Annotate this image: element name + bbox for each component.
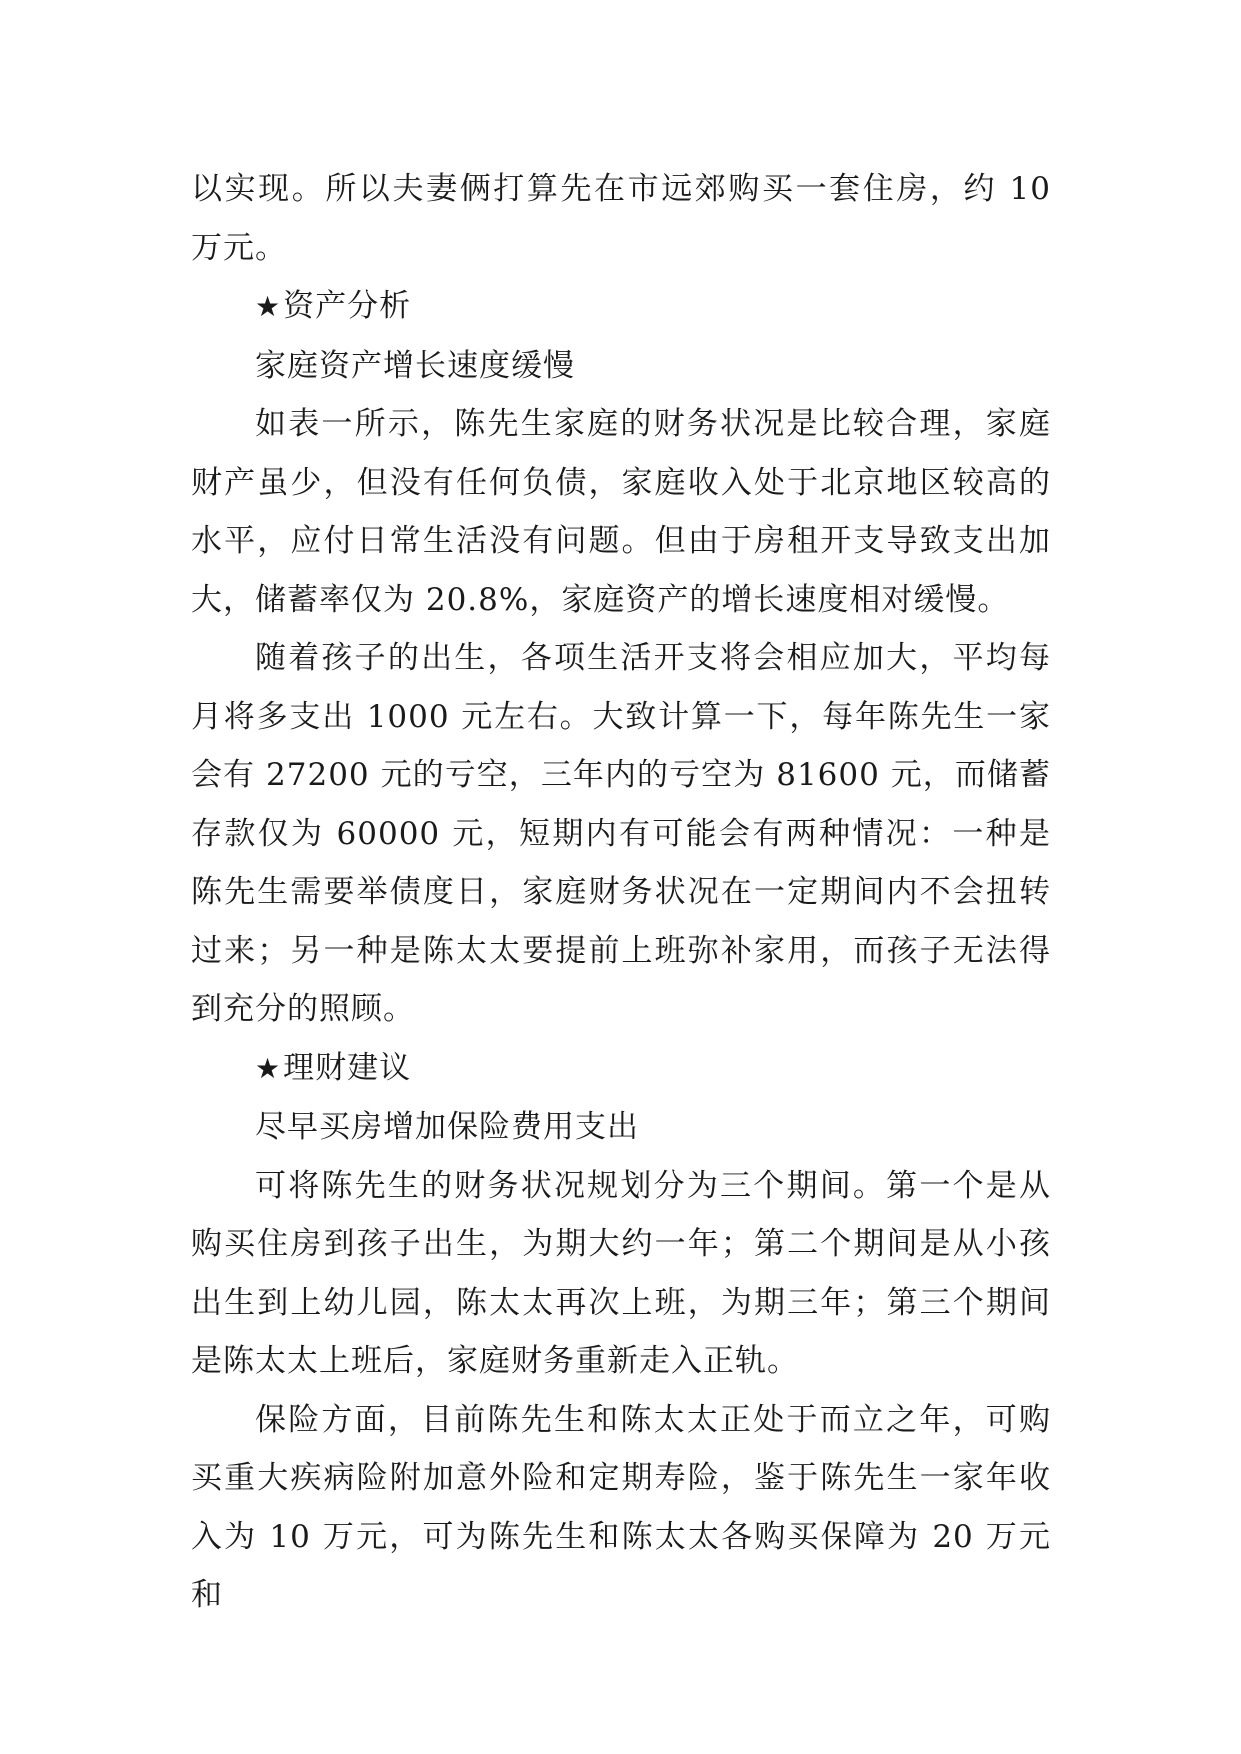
paragraph-financial-status: 如表一所示，陈先生家庭的财务状况是比较合理，家庭财产虽少，但没有任何负债，家庭收入处于北京地区较高的水平，应付日常生活没有问题。但由于房租开支导致支出加大，储蓄率仅为 20.8%，家庭资产的增长速度相对缓慢。 bbox=[191, 406, 1051, 618]
paragraph-three-periods: 可将陈先生的财务状况规划分为三个期间。第一个是从购买住房到孩子出生，为期大约一年；第二个期间是从小孩出生到上幼儿园，陈太太再次上班，为期三年；第三个期间是陈太太上班后，家庭财务重新走入正轨。 bbox=[191, 1167, 1051, 1379]
section-heading-asset-analysis bbox=[191, 277, 1051, 337]
paragraph-continuation: 以实现。所以夫妻俩打算先在市远郊购买一套住房，约 10 万元。 bbox=[191, 171, 1051, 266]
section-heading-label: 资产分析 bbox=[283, 288, 412, 324]
paragraph-insurance: 保险方面，目前陈先生和陈太太正处于而立之年，可购买重大疾病险附加意外险和定期寿险，鉴于陈先生一家年收入为 10 万元，可为陈先生和陈太太各购买保障为 20 万元和 bbox=[191, 1401, 1051, 1613]
document-body bbox=[191, 160, 1051, 1625]
paragraph-child-expenses: 随着孩子的出生，各项生活开支将会相应加大，平均每月将多支出 1000 元左右。大致计算一下，每年陈先生一家会有 27200 元的亏空，三年内的亏空为 81600 元，而储蓄存款仅为 60000 元，短期内有可能会有两种情况：一种是陈先生需要举债度日，家庭财务状况在一定期间内不会扭转过来；另一种是陈太太要提前上班弥补家用，而孩子无法得到充分的照顾。 bbox=[191, 640, 1051, 1027]
subheading-asset-growth: 家庭资产增长速度缓慢 bbox=[255, 347, 575, 384]
section-heading-label: 理财建议 bbox=[283, 1049, 412, 1086]
star-icon: ★ bbox=[255, 290, 282, 323]
section-heading-financial-advice bbox=[191, 1039, 1051, 1099]
subheading-buy-house-insurance: 尽早买房增加保险费用支出 bbox=[255, 1109, 639, 1145]
star-icon: ★ bbox=[255, 1051, 282, 1085]
